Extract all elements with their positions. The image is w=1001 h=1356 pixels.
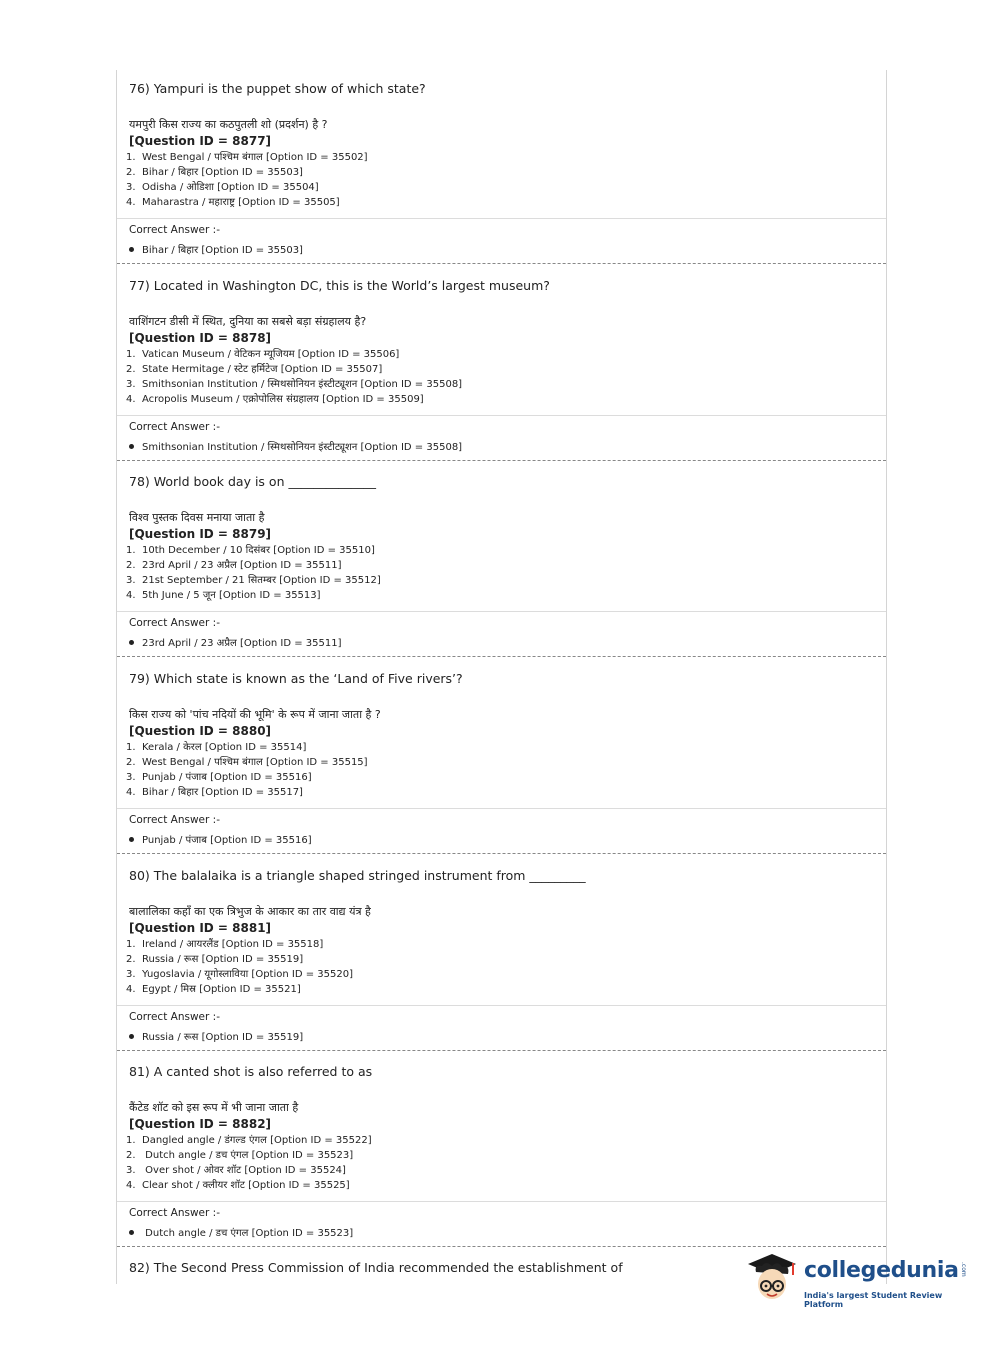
question-paper — [116, 70, 887, 1284]
bullet-icon — [129, 444, 134, 449]
question-id: [Question ID = 8878] — [129, 331, 272, 345]
option-list — [126, 150, 368, 210]
option-list — [126, 1133, 372, 1193]
question-title: 77) Located in Washington DC, this is the World’s largest museum? — [129, 278, 550, 293]
correct-answer: Smithsonian Institution / स्मिथसोनियन इंस्टीट्यूशन [Option ID = 35508] — [129, 439, 462, 453]
question-id: [Question ID = 8882] — [129, 1117, 272, 1131]
option-item: 1. 10th December / 10 दिसंबर [Option ID = 35510] — [126, 545, 375, 556]
correct-answer-label: Correct Answer :- — [129, 1207, 220, 1219]
question-title: 76) Yampuri is the puppet show of which state? — [129, 81, 426, 96]
option-item: 4. Maharastra / महाराष्ट्र [Option ID = 35505] — [126, 197, 340, 208]
option-item: 3. Yugoslavia / यूगोस्लाविया [Option ID = 35520] — [126, 969, 353, 980]
option-list — [126, 543, 381, 603]
correct-answer-label: Correct Answer :- — [129, 421, 220, 433]
question-id: [Question ID = 8879] — [129, 527, 272, 541]
bullet-icon — [129, 1034, 134, 1039]
divider — [117, 1005, 886, 1006]
option-item: 4. Acropolis Museum / एक्रोपोलिस संग्रहालय [Option ID = 35509] — [126, 394, 424, 405]
question-title: 78) World book day is on ______________ — [129, 474, 376, 489]
option-item: 1. Ireland / आयरलैंड [Option ID = 35518] — [126, 939, 324, 950]
question-title: 81) A canted shot is also referred to as — [129, 1064, 373, 1079]
option-item: 1. Kerala / केरल [Option ID = 35514] — [126, 742, 307, 753]
option-list — [126, 937, 353, 997]
option-item: 2. 23rd April / 23 अप्रैल [Option ID = 35511] — [126, 560, 342, 571]
divider — [117, 1201, 886, 1202]
divider — [117, 218, 886, 219]
logo-suffix: .com — [960, 1262, 967, 1277]
question-title: 79) Which state is known as the ‘Land of Five rivers’? — [129, 671, 463, 686]
bullet-icon — [129, 1230, 134, 1235]
option-item: 1. Dangled angle / डंगल्ड एंगल [Option ID = 35522] — [126, 1135, 372, 1146]
correct-answer-label: Correct Answer :- — [129, 1011, 220, 1023]
correct-answer: Bihar / बिहार [Option ID = 35503] — [129, 242, 303, 256]
option-item: 3. 21st September / 21 सितम्बर [Option ID = 35512] — [126, 575, 381, 586]
correct-answer: 23rd April / 23 अप्रैल [Option ID = 35511] — [129, 635, 342, 649]
option-item: 2. Dutch angle / डच एंगल [Option ID = 35523] — [126, 1150, 354, 1161]
divider — [117, 808, 886, 809]
option-item: 2. State Hermitage / स्टेट हर्मिटेज [Option ID = 35507] — [126, 364, 383, 375]
option-item: 4. Egypt / मिस्र [Option ID = 35521] — [126, 984, 301, 995]
dashed-divider — [117, 1246, 886, 1247]
dashed-divider — [117, 263, 886, 264]
option-item: 1. Vatican Museum / वेटिकन म्यूजियम [Option ID = 35506] — [126, 349, 400, 360]
divider — [117, 415, 886, 416]
question-id: [Question ID = 8881] — [129, 921, 272, 935]
logo-tagline: India's largest Student Review Platform — [804, 1291, 943, 1309]
student-mascot-icon — [742, 1250, 802, 1312]
option-item: 3. Odisha / ओडिशा [Option ID = 35504] — [126, 182, 319, 193]
option-item: 3. Over shot / ओवर शॉट [Option ID = 35524] — [126, 1165, 346, 1176]
collegedunia-logo — [742, 1250, 972, 1312]
question-id: [Question ID = 8880] — [129, 724, 272, 738]
option-item: 4. Clear shot / क्लीयर शॉट [Option ID = 35525] — [126, 1180, 350, 1191]
correct-answer-label: Correct Answer :- — [129, 814, 220, 826]
question-hindi: बालालिका कहाँ का एक त्रिभुज के आकार का तार वाद्य यंत्र है — [129, 905, 371, 918]
correct-answer-label: Correct Answer :- — [129, 224, 220, 236]
correct-answer: Punjab / पंजाब [Option ID = 35516] — [129, 832, 312, 846]
dashed-divider — [117, 656, 886, 657]
question-title: 82) The Second Press Commission of India recommended the establishment of — [129, 1260, 623, 1275]
question-hindi: कैंटेड शॉट को इस रूप में भी जाना जाता है — [129, 1101, 299, 1114]
question-hindi: वाशिंगटन डीसी में स्थित, दुनिया का सबसे बड़ा संग्रहालय है? — [129, 315, 367, 328]
option-item: 2. West Bengal / पश्चिम बंगाल [Option ID = 35515] — [126, 757, 368, 768]
dashed-divider — [117, 460, 886, 461]
option-item: 4. 5th June / 5 जून [Option ID = 35513] — [126, 590, 321, 601]
correct-answer: Dutch angle / डच एंगल [Option ID = 35523] — [129, 1225, 353, 1239]
question-hindi: यमपुरी किस राज्य का कठपुतली शो (प्रदर्शन) है ? — [129, 118, 328, 131]
option-list — [126, 740, 368, 800]
option-item: 2. Bihar / बिहार [Option ID = 35503] — [126, 167, 303, 178]
bullet-icon — [129, 247, 134, 252]
question-title: 80) The balalaika is a triangle shaped stringed instrument from _________ — [129, 868, 586, 883]
option-list — [126, 347, 462, 407]
option-item: 3. Punjab / पंजाब [Option ID = 35516] — [126, 772, 312, 783]
bullet-icon — [129, 640, 134, 645]
correct-answer: Russia / रूस [Option ID = 35519] — [129, 1029, 303, 1043]
dashed-divider — [117, 853, 886, 854]
option-item: 1. West Bengal / पश्चिम बंगाल [Option ID = 35502] — [126, 152, 368, 163]
logo-wordmark: collegedunia — [804, 1258, 959, 1283]
question-hindi: विश्व पुस्तक दिवस मनाया जाता है — [129, 511, 265, 524]
divider — [117, 611, 886, 612]
question-hindi: किस राज्य को 'पांच नदियों की भूमि' के रूप में जाना जाता है ? — [129, 708, 381, 721]
bullet-icon — [129, 837, 134, 842]
correct-answer-label: Correct Answer :- — [129, 617, 220, 629]
question-id: [Question ID = 8877] — [129, 134, 272, 148]
option-item: 4. Bihar / बिहार [Option ID = 35517] — [126, 787, 303, 798]
option-item: 2. Russia / रूस [Option ID = 35519] — [126, 954, 304, 965]
option-item: 3. Smithsonian Institution / स्मिथसोनियन इंस्टीट्यूशन [Option ID = 35508] — [126, 379, 463, 390]
dashed-divider — [117, 1050, 886, 1051]
